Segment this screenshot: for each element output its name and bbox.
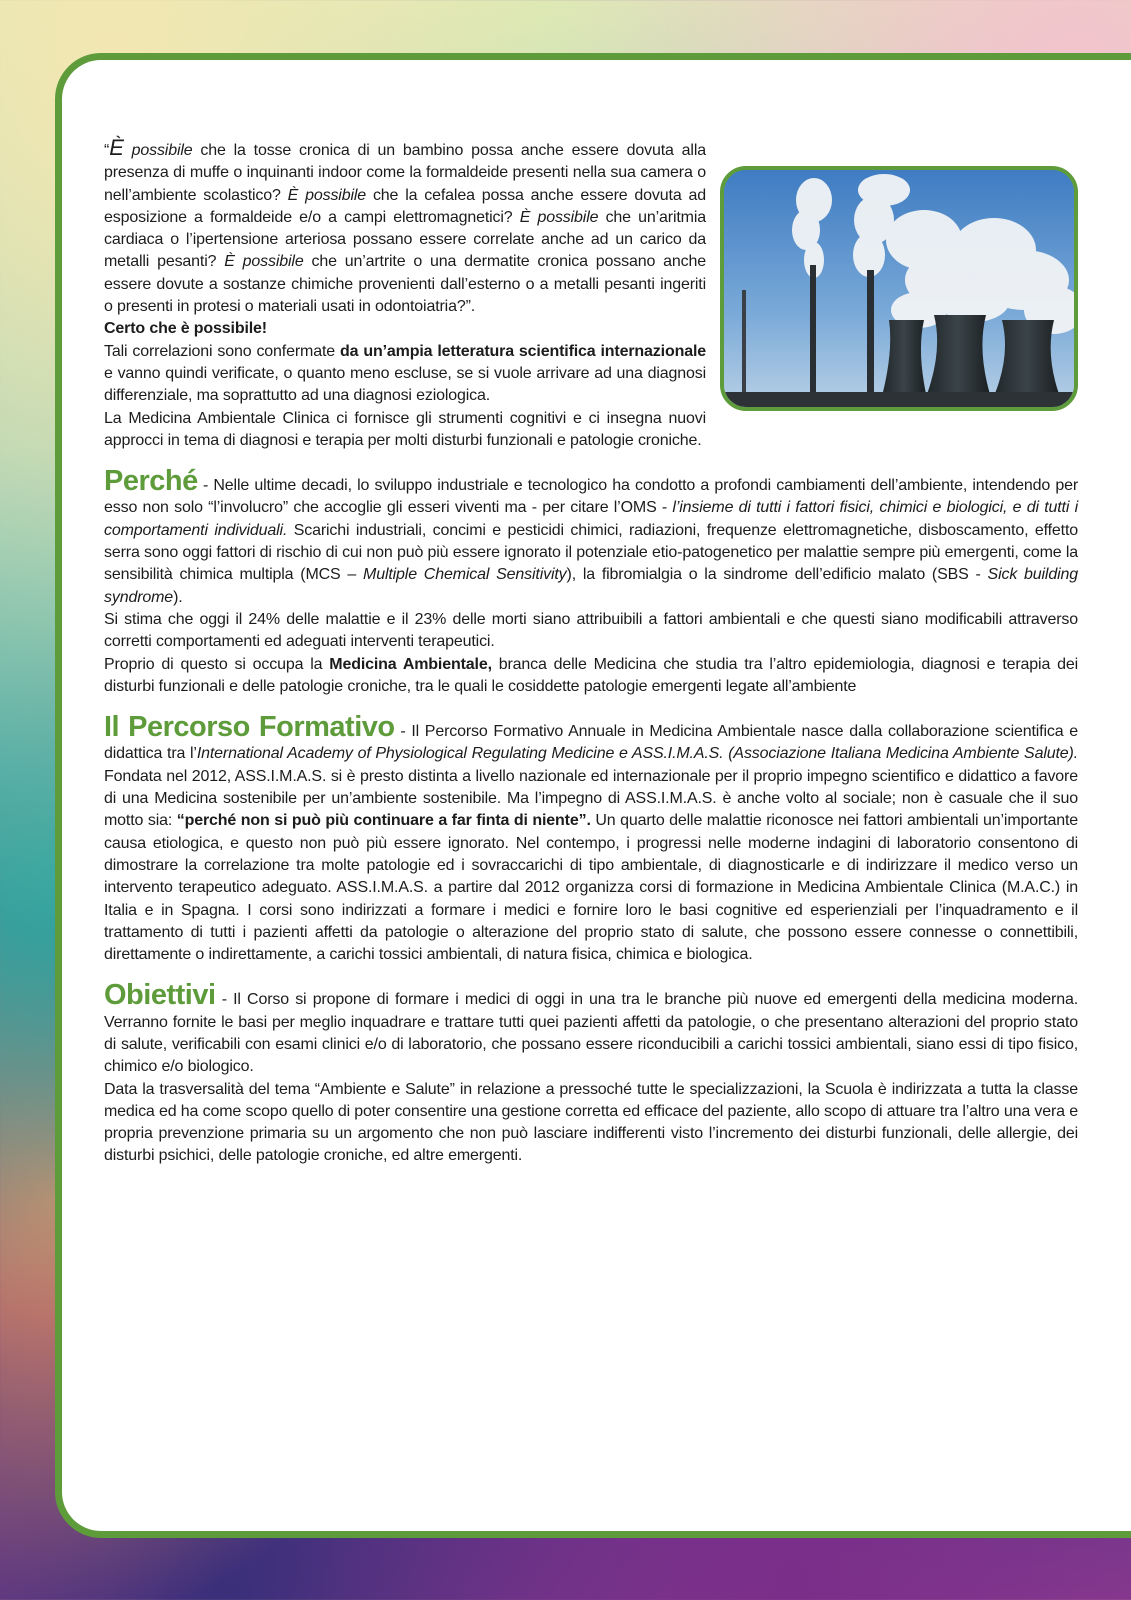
body-text: branca delle Medicina che studia tra l’altro epidemiologia, diagnosi e terapia dei disturbi funzionali e delle patologie croniche, tra le quali le cosiddette patologie emergenti legate all’ambiente <box>104 655 1078 695</box>
body-text: che un’artrite o una dermatite cronica possano anche essere dovute a sostanze chimiche provenienti dall’esterno o a metalli pesanti ingeriti o presenti in protesi o materiali usati in odontoiatria?”. <box>104 253 706 316</box>
perche-paragraph-2: Si stima che oggi il 24% delle malattie e il 23% delle morti siano attribuibili a fattori ambientali e che questi siano modificabili attraverso corretti comportamenti ed adeguati interventi terapeutici. <box>104 610 1078 651</box>
bold-text: da un’ampia letteratura scientifica internazionale <box>339 342 706 360</box>
body-text: Fondata nel 2012, ASS.I.M.A.S. si è presto distinta a livello nazionale ed internazionale per il proprio impegno scientifico e didattico a favore di una Medicina sostenibile per un’ambiente sostenibile. Ma l’impegno di ASS.I.M.A.S. è anche volto al sociale; non è casuale che il suo motto sia: <box>104 767 1078 830</box>
body-text: che un’aritmia cardiaca o l’ipertensione arteriosa possano essere correlate anche ad un carico da metalli pesanti? <box>104 208 706 271</box>
perche-paragraph-1 <box>104 465 1078 609</box>
body-text: Tali correlazioni sono confermate <box>104 342 340 360</box>
bold-text: Medicina Ambientale, <box>329 655 492 673</box>
emphasis-text: È possibile <box>287 186 367 204</box>
body-text: che la tosse cronica di un bambino possa anche essere dovuta alla presenza di muffe o inquinanti indoor come la formaldeide presenti nella sua camera o nell’ambiente scolastico? <box>104 142 706 204</box>
motto-text: “perché non si può più continuare a far finta di niente”. <box>176 812 591 830</box>
emphasis-text: Multiple Chemical Sensitivity <box>363 566 567 584</box>
initial-letter: È <box>109 135 124 160</box>
section-obiettivi <box>104 979 1078 1167</box>
section-heading: Il Percorso Formativo <box>104 711 395 744</box>
section-percorso <box>104 711 1079 966</box>
body-text: che la cefalea possa anche essere dovuta ad esposizione a formaldeide e/o a campi elettromagnetici? <box>104 186 706 226</box>
open-quote: “ <box>104 142 110 159</box>
perche-paragraph-3 <box>104 654 1078 699</box>
emphasis-text: Sick building syndrome <box>104 566 1078 606</box>
bold-statement: Certo che è possibile! <box>104 320 267 338</box>
body-text: - Nelle ultime decadi, lo sviluppo industriale e tecnologico ha condotto a profondi cambiamenti dell’ambiente, intendendo per esso non solo “l’involucro” che accoglie gli esseri viventi ma - per citare l’OMS - <box>104 477 1078 517</box>
body-text: ). <box>173 588 183 606</box>
emphasis-text: È possibile <box>519 208 599 226</box>
section-heading: Obiettivi <box>104 979 216 1012</box>
body-text: Scarichi industriali, concimi e pesticidi chimici, radiazioni, frequenze elettromagnetiche, disboscamento, effetto serra sono oggi fattori di rischio di cui non può più essere ignorato il potenziale etio-patogenetico per malattie sempre più emergenti, come la sensibilità chimica multipla (MCS – <box>104 521 1078 584</box>
emphasis-text: l’insieme di tutti i fattori fisici, chimici e biologici, e di tutti i comportamenti individuali. <box>104 499 1078 539</box>
emphasis-text: International Academy of Physiological Regulating Medicine e ASS.I.M.A.S. (Associazione Italiana Medicina Ambiente Salute). <box>196 745 1078 763</box>
cooling-towers-illustration <box>724 170 1074 407</box>
industrial-chimneys-photo <box>720 166 1078 411</box>
body-text: - Il Corso si propone di formare i medici di oggi in una tra le branche più nuove ed emergenti della medicina moderna. Verranno fornite le basi per meglio inquadrare e trattare tutti quei pazienti affetti da patologie, o che presentano alterazioni del proprio stato di salute, verificabili con esami clinici e/o di laboratorio, che possano essere riconducibili a carichi tossici ambientali, siano essi di tipo fisico, chimico e/o biologico. <box>104 991 1078 1076</box>
body-text: Un quarto delle malattie riconosce nei fattori ambientali un’importante causa etiologica, e questo non può più essere ignorato. Nel contempo, i progressi nelle moderne indagini di laboratorio consentono di dimostrare la correlazione tra molte patologie ed i sovraccarichi di tipo ambientale, di diagnosticarle e di indirizzare il medico verso un intervento terapeutico adeguato. ASS.I.M.A.S. a partire dal 2012 organizza corsi di formazione in Medicina Ambientale Clinica (M.A.C.) in Italia e in Spagna. I corsi sono indirizzati a formare i medici e fornire loro le basi cognitive ed esperienziali per l’inquadramento e il trattamento di tutti i pazienti affetti da patologie o alterazione del proprio stato di salute, che possono essere connesse o connettibili, direttamente o indirettamente, a carichi tossici ambientali, di natura fisica, chimica e biologica. <box>104 812 1079 964</box>
percorso-paragraph <box>104 711 1079 966</box>
body-text: e vanno quindi verificate, o quanto meno escluse, se si vuole arrivare ad una diagnosi differenziale, ma soprattutto ad una diagnosi eziologica. <box>104 364 706 405</box>
body-text: - Il Percorso Formativo Annuale in Medicina Ambientale nasce dalla collaborazione scientifica e didattica tra l’ <box>104 723 1078 763</box>
obiettivi-paragraph-2: Data la trasversalità del tema “Ambiente e Salute” in relazione a pressoché tutte le specializzazioni, la Scuola è indirizzata a tutta la classe medica ed ha come scopo quello di poter consentire una gestione corretta ed efficace del paziente, allo scopo di attuare tra l’altro una vera e propria prevenzione primaria su un argomento che non può lasciare indifferenti visto l’incremento dei disturbi funzionali, delle allergie, dei disturbi psichici, delle patologie croniche, ed altre emergenti. <box>104 1080 1078 1165</box>
body-text: Proprio di questo si occupa la <box>104 655 330 673</box>
body-text: ), la fibromialgia o la sindrome dell’edificio malato (SBS - <box>566 566 988 584</box>
article-body <box>104 137 1078 1168</box>
emphasis-text: È possibile <box>224 253 304 271</box>
intro-paragraph-3: La Medicina Ambientale Clinica ci fornisce gli strumenti cognitivi e ci insegna nuovi approcci in tema di diagnosi e terapia per molti disturbi funzionali e patologie croniche. <box>104 409 706 449</box>
obiettivi-paragraph-1 <box>104 979 1078 1078</box>
emphasis-text: possibile <box>123 142 193 159</box>
section-perche <box>104 465 1078 698</box>
section-heading: Perché <box>104 465 198 498</box>
